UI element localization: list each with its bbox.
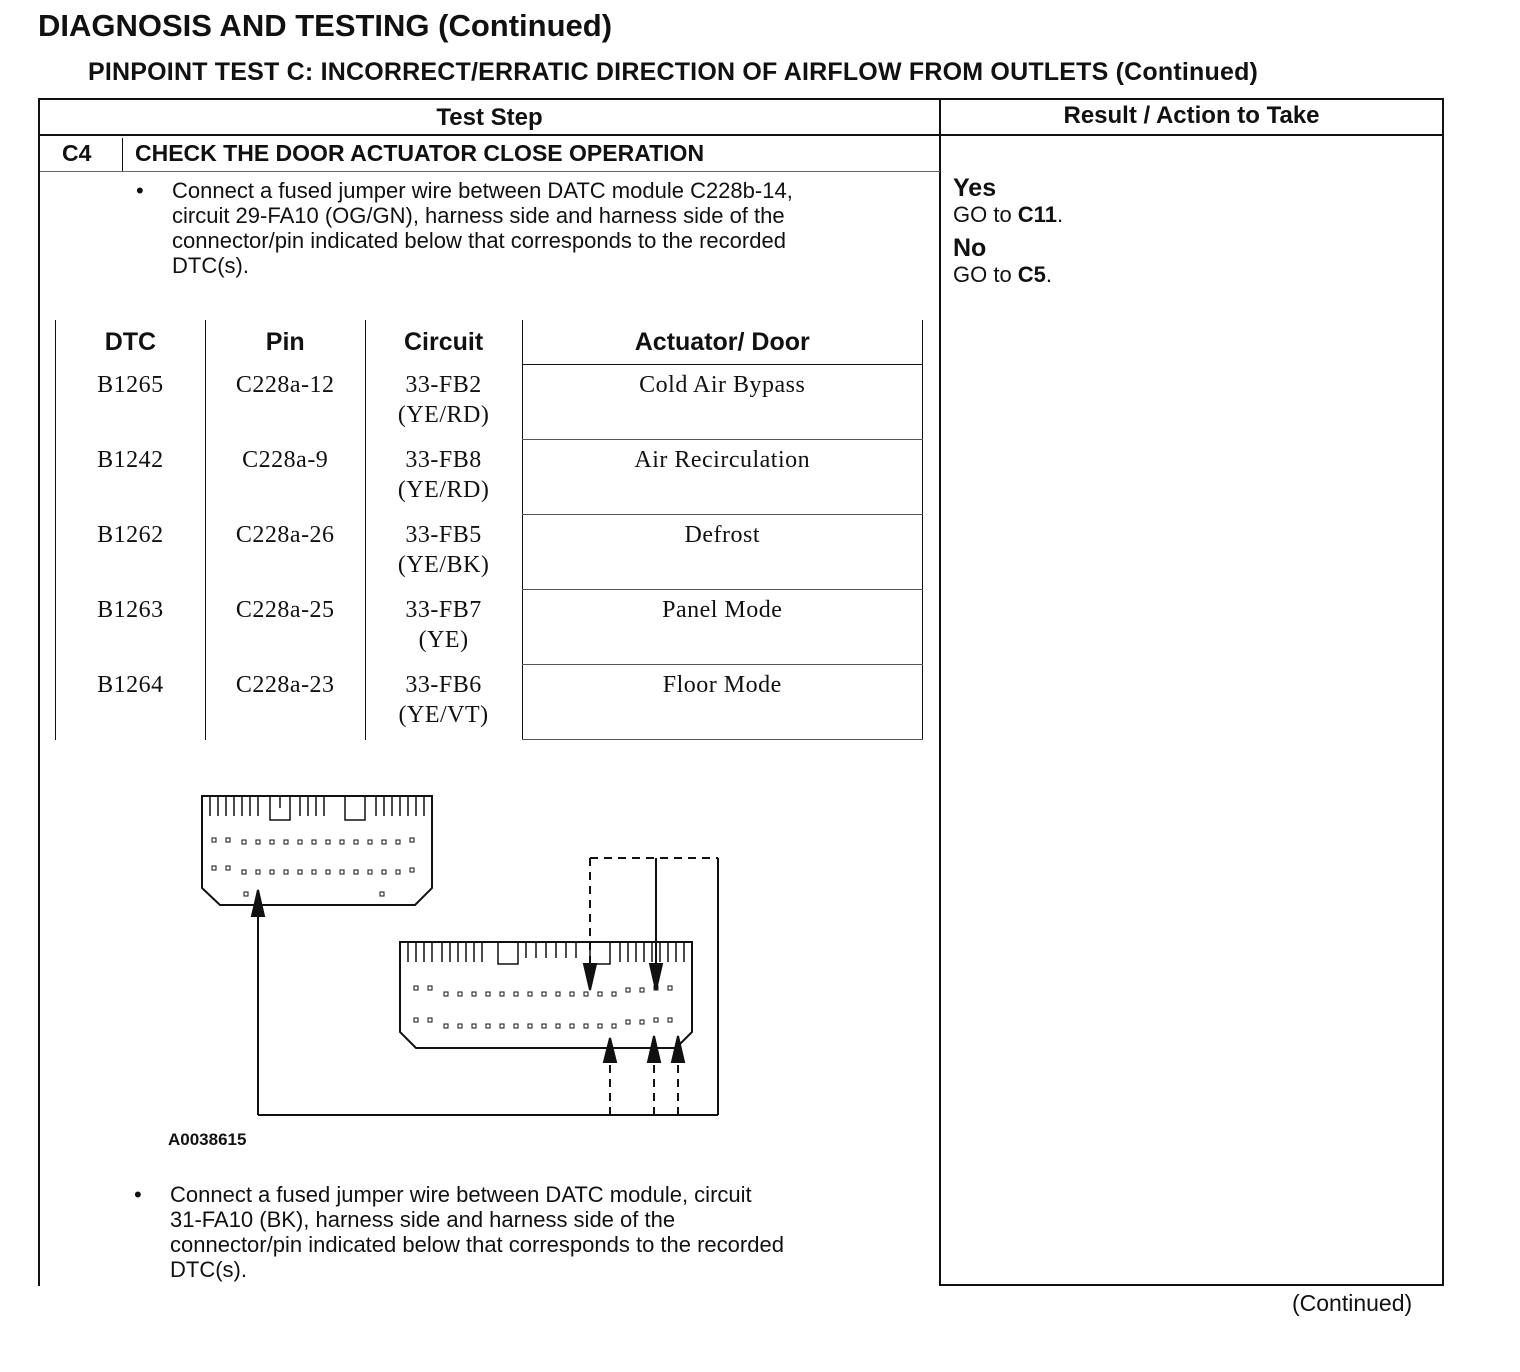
dtc-pin-text: C228a-12 xyxy=(235,371,335,398)
dtc-header-actuator-door: Actuator/ Door xyxy=(522,320,922,365)
dtc-code-text: B1242 xyxy=(97,446,164,473)
dtc-circuit-line1: 33-FB7 xyxy=(405,596,482,623)
header-test-step: Test Step xyxy=(436,104,543,131)
dtc-door xyxy=(522,665,922,740)
table-row xyxy=(56,440,923,515)
dtc-table xyxy=(55,320,923,740)
pinpoint-test-subtitle: PINPOINT TEST C: INCORRECT/ERRATIC DIRECTION OF AIRFLOW FROM OUTLETS (Continued) xyxy=(88,58,1259,86)
instruction-text-1: Connect a fused jumper wire between DATC module C228b-14, circuit 29-FA10 (OG/GN), harness side and harness side of the connector/pin indicated below that corresponds to the recorded DTC(s). xyxy=(172,178,793,278)
dtc-circuit xyxy=(365,665,522,740)
frame-right xyxy=(1442,98,1444,1286)
dtc-code xyxy=(56,515,206,590)
result-yes-go: GO to xyxy=(953,202,1018,227)
dtc-circuit-line1: 33-FB6 xyxy=(405,671,482,698)
dtc-pin xyxy=(205,515,365,590)
dtc-code-text: B1265 xyxy=(97,371,164,398)
table-row xyxy=(56,365,923,440)
continued-note: (Continued) xyxy=(1292,1290,1413,1316)
figure-label: A0038615 xyxy=(168,1130,247,1149)
frame-step-bottom xyxy=(40,171,940,172)
bullet-icon: • xyxy=(134,1182,142,1207)
dtc-pin xyxy=(205,665,365,740)
result-yes-period: . xyxy=(1056,202,1064,227)
header-result-action: Result / Action to Take xyxy=(1063,102,1320,129)
dtc-circuit xyxy=(365,440,522,515)
dtc-code xyxy=(56,665,206,740)
dtc-code xyxy=(56,365,206,440)
result-no-period: . xyxy=(1045,262,1053,287)
result-no-action xyxy=(953,262,1052,288)
dtc-circuit-line2: (YE/RD) xyxy=(397,476,490,503)
dtc-code-text: B1262 xyxy=(97,521,164,548)
dtc-circuit-line1: 33-FB2 xyxy=(405,371,482,398)
table-row xyxy=(56,665,923,740)
bullet-icon: • xyxy=(136,178,144,203)
dtc-code xyxy=(56,590,206,665)
dtc-circuit-line2: (YE) xyxy=(418,626,469,653)
result-no-target: C5 xyxy=(1017,262,1046,287)
dtc-circuit-line1: 33-FB5 xyxy=(405,521,482,548)
dtc-circuit-line2: (YE/VT) xyxy=(398,701,489,728)
dtc-pin-text: C228a-25 xyxy=(235,596,335,623)
dtc-door-text: Floor Mode xyxy=(662,672,782,698)
dtc-header-dtc: DTC xyxy=(56,320,206,365)
dtc-circuit-line2: (YE/RD) xyxy=(397,401,490,428)
dtc-header-pin: Pin xyxy=(205,320,365,365)
dtc-circuit xyxy=(365,515,522,590)
dtc-pin-text: C228a-23 xyxy=(235,671,335,698)
result-no-label: No xyxy=(953,234,987,262)
dtc-circuit-line1: 33-FB8 xyxy=(405,446,482,473)
frame-header-bottom-right xyxy=(939,134,1444,136)
dtc-circuit-line2: (YE/BK) xyxy=(397,551,490,578)
dtc-pin-text: C228a-26 xyxy=(235,521,335,548)
dtc-header-circuit: Circuit xyxy=(365,320,522,365)
dtc-door xyxy=(522,440,922,515)
dtc-pin xyxy=(205,590,365,665)
dtc-table-header-row xyxy=(56,320,923,365)
dtc-circuit xyxy=(365,365,522,440)
dtc-door-text: Air Recirculation xyxy=(634,447,811,473)
frame-left xyxy=(38,98,40,1286)
dtc-code-text: B1263 xyxy=(97,596,164,623)
frame-top xyxy=(38,98,1444,100)
dtc-code-text: B1264 xyxy=(97,671,164,698)
instruction-text-2: Connect a fused jumper wire between DATC module, circuit 31-FA10 (BK), harness side and harness side of the connector/pin indicated below that corresponds to the recorded DTC(s). xyxy=(170,1182,784,1282)
step-id: C4 xyxy=(62,140,92,166)
result-yes-target: C11 xyxy=(1017,202,1057,227)
dtc-door-text: Defrost xyxy=(684,522,760,548)
step-title: CHECK THE DOOR ACTUATOR CLOSE OPERATION xyxy=(135,140,705,166)
dtc-door-text: Panel Mode xyxy=(662,597,783,623)
result-yes-action xyxy=(953,202,1063,228)
dtc-door xyxy=(522,365,922,440)
dtc-door xyxy=(522,515,922,590)
table-row xyxy=(56,590,923,665)
result-yes-label: Yes xyxy=(953,174,997,202)
frame-header-bottom-left xyxy=(38,134,941,136)
dtc-door xyxy=(522,590,922,665)
dtc-pin xyxy=(205,365,365,440)
step-id-divider xyxy=(122,138,123,171)
frame-divider xyxy=(939,98,941,1286)
table-row xyxy=(56,515,923,590)
result-no-go: GO to xyxy=(953,262,1018,287)
dtc-code xyxy=(56,440,206,515)
connector-diagram-icon xyxy=(180,780,740,1130)
dtc-pin xyxy=(205,440,365,515)
page-title: DIAGNOSIS AND TESTING (Continued) xyxy=(38,8,613,43)
dtc-circuit xyxy=(365,590,522,665)
dtc-pin-text: C228a-9 xyxy=(242,446,329,473)
dtc-door-text: Cold Air Bypass xyxy=(639,372,806,398)
frame-result-bottom xyxy=(939,1284,1444,1286)
